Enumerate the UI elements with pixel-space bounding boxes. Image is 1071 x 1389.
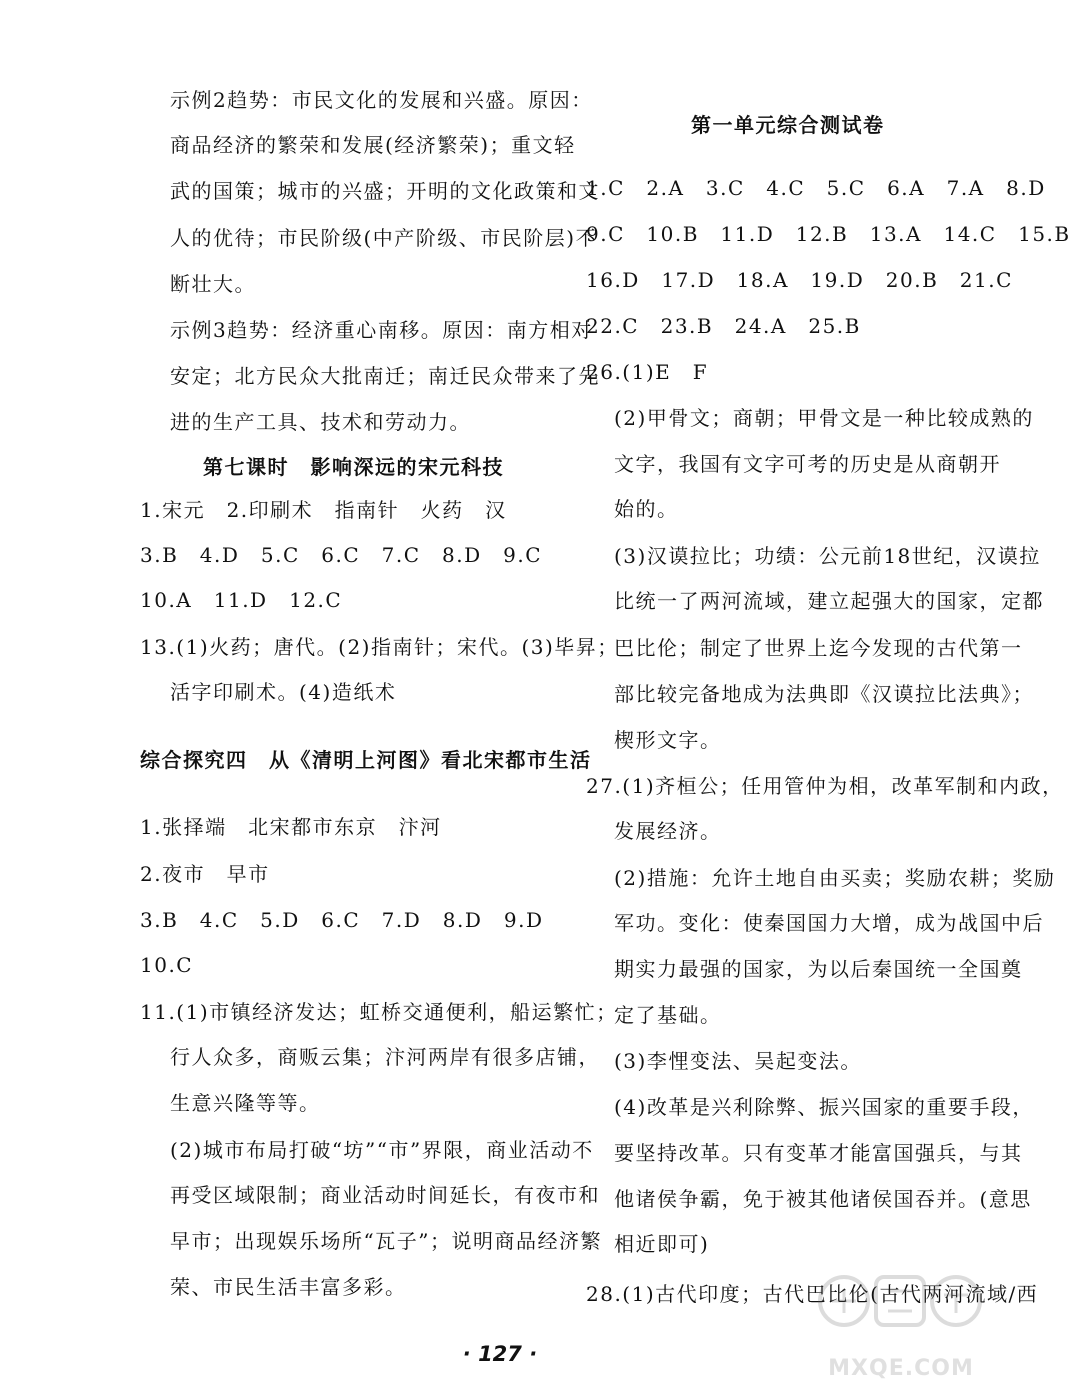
text-line: 1.张择端 北宋都市东京 汴河 (140, 815, 442, 839)
text-line: 示例3趋势：经济重心南移。原因：南方相对 (170, 318, 593, 342)
text-line: 始的。 (614, 497, 679, 521)
text-line: 商品经济的繁荣和发展(经济繁荣)；重文轻 (170, 133, 576, 157)
text-line: 人的优待；市民阶级(中产阶级、市民阶层)不 (170, 226, 598, 250)
text-line: 断壮大。 (170, 272, 256, 296)
text-line: 生意兴隆等等。 (170, 1091, 321, 1115)
text-line: 武的国策；城市的兴盛；开明的文化政策和文 (170, 179, 600, 203)
page-number: · 127 · (462, 1342, 538, 1366)
text-line: (2)措施：允许土地自由买卖；奖励农耕；奖励 (614, 866, 1056, 890)
text-line: 期实力最强的国家，为以后秦国统一全国奠 (614, 957, 1023, 981)
text-line: (3)李悝变法、吴起变法。 (614, 1049, 862, 1073)
section-heading: 综合探究四 从《清明上河图》看北宋都市生活 (140, 748, 592, 772)
text-line: (3)汉谟拉比；功绩：公元前18世纪，汉谟拉 (614, 544, 1041, 568)
text-line: (2)城市布局打破“坊”“市”界限，商业活动不 (170, 1138, 594, 1162)
text-line: 安定；北方民众大批南迁；南迁民众带来了先 (170, 364, 600, 388)
text-line: 楔形文字。 (614, 728, 722, 752)
text-line: 示例2趋势：市民文化的发展和兴盛。原因： (170, 88, 593, 112)
text-line: 部比较完备地成为法典即《汉谟拉比法典》； (614, 682, 1034, 706)
text-line: 要坚持改革。只有变革才能富国强兵，与其 (614, 1141, 1023, 1165)
text-line: 军功。变化：使秦国国力大增，成为战国中后 (614, 911, 1044, 935)
text-line: 他诸侯争霸，免于被其他诸侯国吞并。(意思 (614, 1187, 1032, 1211)
text-line: 巴比伦；制定了世界上迄今发现的古代第一 (614, 636, 1023, 660)
watermark-text: MXQE.COM (828, 1356, 974, 1381)
text-line: 行人众多，商贩云集；汴河两岸有很多店铺， (170, 1045, 600, 1069)
section-heading: 第七课时 影响深远的宋元科技 (203, 455, 504, 479)
text-line: 28.(1)古代印度；古代巴比伦(古代两河流域/西 (586, 1282, 1039, 1306)
answer-seal-icon (816, 1261, 986, 1351)
section-heading: 第一单元综合测试卷 (691, 113, 885, 137)
text-line: (4)改革是兴利除弊、振兴国家的重要手段， (614, 1095, 1034, 1119)
text-line: 1.C 2.A 3.C 4.C 5.C 6.A 7.A 8.D (586, 176, 1046, 200)
text-line: 发展经济。 (614, 819, 722, 843)
text-line: 再受区域限制；商业活动时间延长，有夜市和 (170, 1183, 600, 1207)
text-line: 早市；出现娱乐场所“瓦子”；说明商品经济繁 (170, 1229, 602, 1253)
text-line: 16.D 17.D 18.A 19.D 20.B 21.C (586, 268, 1013, 292)
text-line: 11.(1)市镇经济发达；虹桥交通便利，船运繁忙； (140, 1000, 618, 1024)
text-line: 26.(1)E F (586, 360, 709, 384)
text-line: 10.A 11.D 12.C (140, 588, 343, 612)
text-line: 13.(1)火药；唐代。(2)指南针；宋代。(3)毕昇； (140, 635, 619, 659)
text-line: 活字印刷术。(4)造纸术 (170, 680, 397, 704)
text-line: 比统一了两河流域，建立起强大的国家，定都 (614, 589, 1044, 613)
text-line: 定了基础。 (614, 1003, 722, 1027)
text-line: (2)甲骨文；商朝；甲骨文是一种比较成熟的 (614, 406, 1034, 430)
text-line: 荣、市民生活丰富多彩。 (170, 1275, 407, 1299)
text-line: 相近即可) (614, 1232, 710, 1256)
text-line: 2.夜市 早市 (140, 862, 270, 886)
text-line: 22.C 23.B 24.A 25.B (586, 314, 861, 338)
text-line: 9.C 10.B 11.D 12.B 13.A 14.C 15.B (586, 222, 1071, 246)
text-line: 3.B 4.D 5.C 6.C 7.C 8.D 9.C (140, 543, 543, 567)
text-line: 1.宋元 2.印刷术 指南针 火药 汉 (140, 498, 507, 522)
text-line: 进的生产工具、技术和劳动力。 (170, 410, 471, 434)
text-line: 文字，我国有文字可考的历史是从商朝开 (614, 452, 1001, 476)
text-line: 27.(1)齐桓公；任用管仲为相，改革军制和内政， (586, 774, 1064, 798)
text-line: 3.B 4.C 5.D 6.C 7.D 8.D 9.D (140, 908, 544, 932)
text-line: 10.C (140, 953, 194, 977)
